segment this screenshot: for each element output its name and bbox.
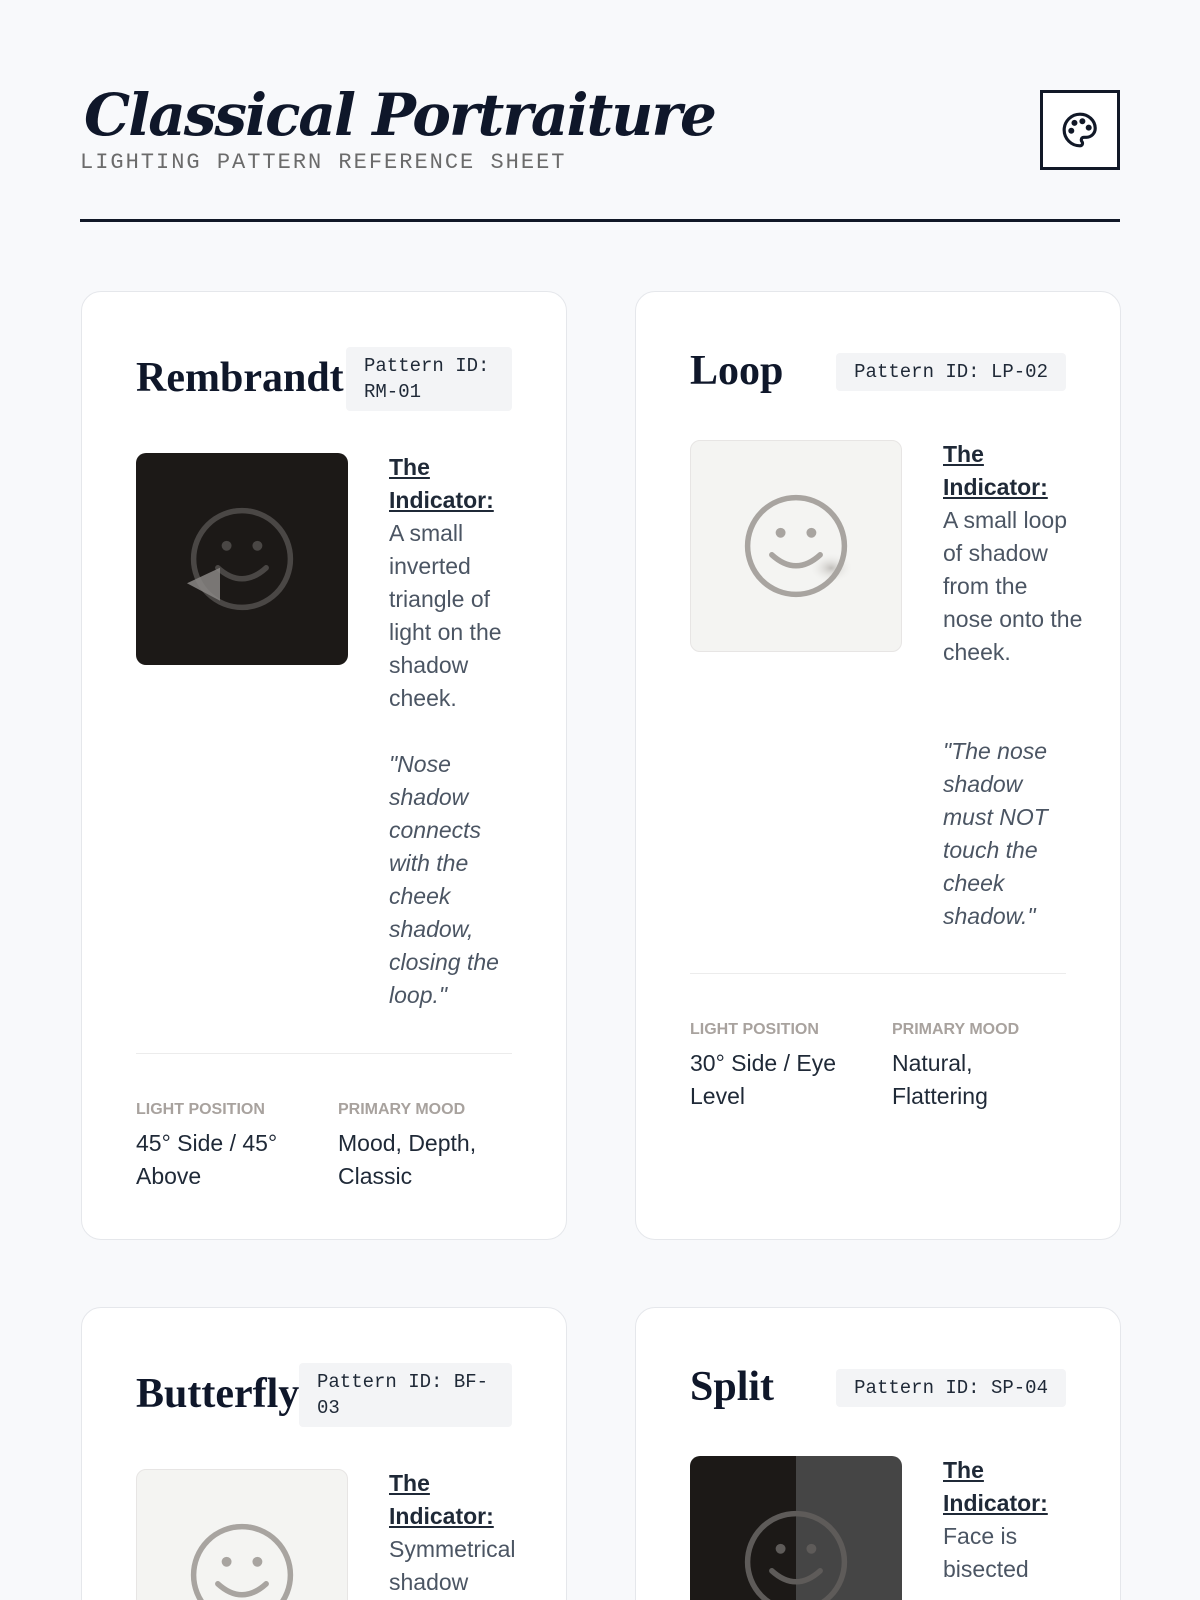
card-divider [690,973,1066,974]
pattern-card-rembrandt[interactable] [81,291,567,1240]
pattern-card-split[interactable] [635,1307,1121,1600]
indicator-label: The Indicator: [389,454,494,513]
indicator-text: A small inverted triangle of light on the shadow cheek. [389,520,502,711]
pattern-quote: "The nose shadow must NOT touch the cheek shadow." [943,738,1048,929]
indicator-label: The Indicator: [943,1457,1048,1516]
pattern-card-loop[interactable] [635,291,1121,1240]
card-title: Rembrandt [136,355,344,401]
face-icon [187,1520,297,1600]
pattern-thumbnail [136,1469,348,1600]
face-icon [741,491,851,601]
primary-mood-value: Mood, Depth, Classic [338,1130,477,1189]
pattern-id-badge: Pattern ID: LP-02 [836,353,1066,391]
pattern-thumbnail [690,1456,902,1600]
light-position [690,1019,870,1113]
palette-button[interactable] [1040,90,1120,170]
card-title: Butterfly [136,1371,300,1417]
primary-mood-value: Natural, Flattering [892,1050,988,1109]
primary-mood-label: PRIMARY MOOD [338,1101,466,1118]
indicator-description [943,1454,1083,1586]
indicator-description [389,1467,539,1599]
card-title: Loop [690,348,784,394]
face-icon [741,1507,851,1600]
page-subtitle: LIGHTING PATTERN REFERENCE SHEET [80,150,567,175]
pattern-thumbnail [136,453,348,665]
indicator-description [943,438,1083,669]
pattern-id-badge: Pattern ID: SP-04 [836,1369,1066,1407]
indicator-text: A small loop of shadow from the nose onto the cheek. [943,507,1083,665]
light-position [136,1099,316,1193]
primary-mood [338,1099,518,1193]
primary-mood [892,1019,1072,1113]
card-title: Split [690,1364,775,1410]
indicator-label: The Indicator: [943,441,1048,500]
light-position-value: 45° Side / 45° Above [136,1130,278,1189]
light-position-value: 30° Side / Eye Level [690,1050,837,1109]
indicator-description [389,451,529,715]
pattern-card-butterfly[interactable] [81,1307,567,1600]
page-title: Classical Portraiture [84,81,715,149]
pattern-id-badge: Pattern ID: RM-01 [346,347,512,411]
palette-icon [1061,111,1099,149]
page-header [80,80,1120,222]
pattern-thumbnail [690,440,902,652]
pattern-quote: "Nose shadow connects with the cheek shadow, closing the loop." [389,751,499,1008]
indicator-text: Symmetrical shadow [389,1536,516,1595]
indicator-label: The Indicator: [389,1470,494,1529]
indicator-text: Face is bisected [943,1523,1029,1582]
pattern-id-badge: Pattern ID: BF-03 [299,1363,512,1427]
face-icon [187,504,297,614]
light-position-label: LIGHT POSITION [136,1101,265,1118]
light-position-label: LIGHT POSITION [690,1021,819,1038]
primary-mood-label: PRIMARY MOOD [892,1021,1020,1038]
card-divider [136,1053,512,1054]
